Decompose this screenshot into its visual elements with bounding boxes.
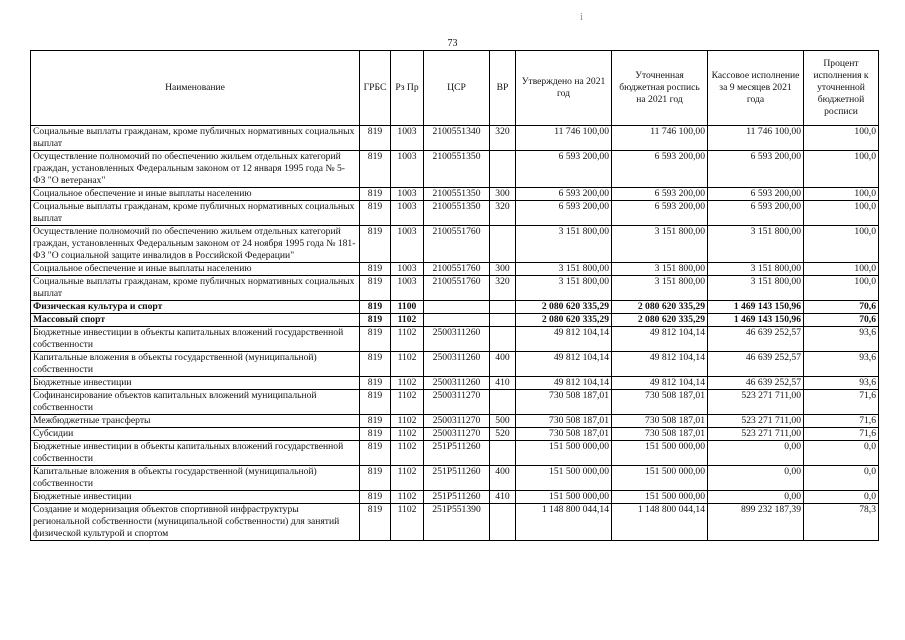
cell-approved: 6 593 200,00 (516, 151, 612, 188)
cell-grbs: 819 (360, 390, 391, 415)
cell-grbs: 819 (360, 327, 391, 352)
cell-refined: 6 593 200,00 (612, 151, 708, 188)
cell-refined: 6 593 200,00 (612, 188, 708, 201)
cell-vr: 400 (490, 352, 516, 377)
cell-vr (490, 314, 516, 327)
col-header-name: Наименование (31, 51, 360, 126)
cell-name: Социальное обеспечение и иные выплаты населению (31, 188, 360, 201)
cell-csr: 251P551390 (424, 504, 490, 541)
cell-cash: 3 151 800,00 (708, 263, 804, 276)
cell-rzpr: 1102 (391, 352, 424, 377)
col-header-rzpr: Рз Пр (391, 51, 424, 126)
cell-approved: 3 151 800,00 (516, 276, 612, 301)
cell-csr: 2500311260 (424, 352, 490, 377)
cell-vr: 300 (490, 263, 516, 276)
table-row (31, 263, 879, 276)
cell-name: Социальное обеспечение и иные выплаты населению (31, 263, 360, 276)
cell-vr: 400 (490, 466, 516, 491)
cell-percent: 0,0 (804, 491, 879, 504)
cell-refined: 3 151 800,00 (612, 226, 708, 263)
cell-name: Капитальные вложения в объекты государственной (муниципальной) собственности (31, 466, 360, 491)
cell-rzpr: 1102 (391, 504, 424, 541)
cell-approved: 3 151 800,00 (516, 263, 612, 276)
cell-vr: 320 (490, 126, 516, 151)
col-header-approved: Утверждено на 2021 год (516, 51, 612, 126)
cell-name: Социальные выплаты гражданам, кроме публичных нормативных социальных выплат (31, 201, 360, 226)
table-row (31, 188, 879, 201)
cell-approved: 1 148 800 044,14 (516, 504, 612, 541)
cell-refined: 2 080 620 335,29 (612, 314, 708, 327)
cell-rzpr: 1003 (391, 151, 424, 188)
cell-approved: 730 508 187,01 (516, 390, 612, 415)
table-body (31, 126, 879, 541)
cell-grbs: 819 (360, 301, 391, 314)
cell-name: Бюджетные инвестиции в объекты капитальных вложений государственной собственности (31, 441, 360, 466)
cell-percent: 100,0 (804, 151, 879, 188)
cell-csr: 2500311270 (424, 428, 490, 441)
col-header-percent: Процент исполнения к уточненной бюджетной росписи (804, 51, 879, 126)
cell-percent: 0,0 (804, 441, 879, 466)
cell-percent: 100,0 (804, 188, 879, 201)
cell-cash: 46 639 252,57 (708, 377, 804, 390)
cell-grbs: 819 (360, 201, 391, 226)
cell-rzpr: 1102 (391, 390, 424, 415)
table-header-row (31, 51, 879, 126)
cell-rzpr: 1102 (391, 415, 424, 428)
cell-rzpr: 1102 (391, 314, 424, 327)
cell-rzpr: 1003 (391, 126, 424, 151)
table-row (31, 126, 879, 151)
cell-percent: 71,6 (804, 428, 879, 441)
cell-name: Осуществление полномочий по обеспечению жильем отдельных категорий граждан, установленных Федеральным законом от 12 января 1995 года № 5-ФЗ "О ветеранах" (31, 151, 360, 188)
cell-refined: 151 500 000,00 (612, 441, 708, 466)
cell-refined: 2 080 620 335,29 (612, 301, 708, 314)
col-header-grbs: ГРБС (360, 51, 391, 126)
cell-name: Бюджетные инвестиции в объекты капитальных вложений государственной собственности (31, 327, 360, 352)
table-row (31, 441, 879, 466)
cell-percent: 100,0 (804, 201, 879, 226)
cell-csr: 251P511260 (424, 466, 490, 491)
cell-percent: 71,6 (804, 390, 879, 415)
cell-name: Бюджетные инвестиции (31, 491, 360, 504)
cell-approved: 49 812 104,14 (516, 352, 612, 377)
cell-vr (490, 301, 516, 314)
cell-vr (490, 441, 516, 466)
table-row (31, 504, 879, 541)
cell-name: Физическая культура и спорт (31, 301, 360, 314)
cell-rzpr: 1003 (391, 188, 424, 201)
cell-vr: 410 (490, 377, 516, 390)
scan-mark: i (580, 12, 583, 23)
cell-approved: 2 080 620 335,29 (516, 301, 612, 314)
cell-name: Межбюджетные трансферты (31, 415, 360, 428)
cell-rzpr: 1003 (391, 226, 424, 263)
cell-grbs: 819 (360, 504, 391, 541)
cell-percent: 100,0 (804, 263, 879, 276)
cell-refined: 730 508 187,01 (612, 428, 708, 441)
table-row (31, 491, 879, 504)
cell-csr: 251P511260 (424, 491, 490, 504)
cell-percent: 70,6 (804, 301, 879, 314)
cell-refined: 3 151 800,00 (612, 263, 708, 276)
cell-rzpr: 1003 (391, 201, 424, 226)
table-row (31, 314, 879, 327)
cell-grbs: 819 (360, 377, 391, 390)
cell-vr: 500 (490, 415, 516, 428)
cell-approved: 151 500 000,00 (516, 441, 612, 466)
cell-cash: 6 593 200,00 (708, 201, 804, 226)
table-row (31, 352, 879, 377)
cell-refined: 151 500 000,00 (612, 466, 708, 491)
table-row (31, 226, 879, 263)
cell-approved: 6 593 200,00 (516, 201, 612, 226)
cell-name: Бюджетные инвестиции (31, 377, 360, 390)
cell-grbs: 819 (360, 352, 391, 377)
cell-grbs: 819 (360, 314, 391, 327)
cell-grbs: 819 (360, 188, 391, 201)
cell-csr: 2500311260 (424, 377, 490, 390)
cell-vr (490, 151, 516, 188)
col-header-vr: ВР (490, 51, 516, 126)
cell-cash: 3 151 800,00 (708, 226, 804, 263)
cell-cash: 46 639 252,57 (708, 327, 804, 352)
table-row (31, 301, 879, 314)
cell-grbs: 819 (360, 466, 391, 491)
cell-refined: 11 746 100,00 (612, 126, 708, 151)
cell-csr (424, 314, 490, 327)
cell-vr: 520 (490, 428, 516, 441)
table-row (31, 466, 879, 491)
col-header-csr: ЦСР (424, 51, 490, 126)
cell-grbs: 819 (360, 226, 391, 263)
cell-approved: 151 500 000,00 (516, 491, 612, 504)
cell-approved: 2 080 620 335,29 (516, 314, 612, 327)
cell-cash: 523 271 711,00 (708, 390, 804, 415)
cell-cash: 899 232 187,39 (708, 504, 804, 541)
cell-rzpr: 1003 (391, 263, 424, 276)
cell-csr: 2100551760 (424, 263, 490, 276)
cell-percent: 93,6 (804, 327, 879, 352)
cell-csr: 2100551350 (424, 151, 490, 188)
cell-refined: 3 151 800,00 (612, 276, 708, 301)
cell-cash: 0,00 (708, 466, 804, 491)
cell-name: Создание и модернизация объектов спортивной инфраструктуры региональной собственности (муниципальной собственности) для занятий физической культурой и спортом (31, 504, 360, 541)
cell-rzpr: 1102 (391, 327, 424, 352)
cell-refined: 1 148 800 044,14 (612, 504, 708, 541)
cell-vr (490, 390, 516, 415)
cell-vr (490, 327, 516, 352)
cell-approved: 730 508 187,01 (516, 415, 612, 428)
cell-cash: 6 593 200,00 (708, 188, 804, 201)
cell-cash: 46 639 252,57 (708, 352, 804, 377)
cell-rzpr: 1102 (391, 441, 424, 466)
cell-refined: 49 812 104,14 (612, 377, 708, 390)
cell-cash: 3 151 800,00 (708, 276, 804, 301)
cell-grbs: 819 (360, 263, 391, 276)
cell-approved: 6 593 200,00 (516, 188, 612, 201)
cell-vr: 320 (490, 201, 516, 226)
cell-percent: 100,0 (804, 226, 879, 263)
cell-csr: 2500311270 (424, 390, 490, 415)
table-row (31, 377, 879, 390)
cell-cash: 523 271 711,00 (708, 428, 804, 441)
cell-cash: 6 593 200,00 (708, 151, 804, 188)
cell-grbs: 819 (360, 415, 391, 428)
cell-csr: 2100551350 (424, 188, 490, 201)
cell-cash: 0,00 (708, 491, 804, 504)
table-row (31, 276, 879, 301)
cell-percent: 93,6 (804, 377, 879, 390)
cell-name: Массовый спорт (31, 314, 360, 327)
cell-percent: 0,0 (804, 466, 879, 491)
page-number: 73 (447, 38, 458, 49)
cell-approved: 3 151 800,00 (516, 226, 612, 263)
cell-name: Осуществление полномочий по обеспечению жильем отдельных категорий граждан, установленных Федеральным законом от 24 ноября 1995 года № 181-ФЗ "О социальной защите инвалидов в Российской Федерации" (31, 226, 360, 263)
cell-vr (490, 226, 516, 263)
cell-refined: 6 593 200,00 (612, 201, 708, 226)
cell-grbs: 819 (360, 491, 391, 504)
cell-name: Социальные выплаты гражданам, кроме публичных нормативных социальных выплат (31, 126, 360, 151)
table-row (31, 390, 879, 415)
cell-grbs: 819 (360, 151, 391, 188)
cell-name: Софинансирование объектов капитальных вложений муниципальной собственности (31, 390, 360, 415)
cell-csr: 251P511260 (424, 441, 490, 466)
cell-percent: 70,6 (804, 314, 879, 327)
cell-grbs: 819 (360, 276, 391, 301)
table-row (31, 327, 879, 352)
cell-rzpr: 1102 (391, 466, 424, 491)
cell-percent: 93,6 (804, 352, 879, 377)
cell-csr: 2100551760 (424, 276, 490, 301)
cell-approved: 11 746 100,00 (516, 126, 612, 151)
cell-csr: 2100551760 (424, 226, 490, 263)
cell-name: Субсидии (31, 428, 360, 441)
cell-percent: 78,3 (804, 504, 879, 541)
cell-percent: 100,0 (804, 276, 879, 301)
table-row (31, 415, 879, 428)
cell-vr: 410 (490, 491, 516, 504)
cell-name: Социальные выплаты гражданам, кроме публичных нормативных социальных выплат (31, 276, 360, 301)
cell-refined: 730 508 187,01 (612, 415, 708, 428)
cell-cash: 1 469 143 150,96 (708, 314, 804, 327)
cell-refined: 730 508 187,01 (612, 390, 708, 415)
cell-refined: 49 812 104,14 (612, 327, 708, 352)
cell-cash: 11 746 100,00 (708, 126, 804, 151)
cell-percent: 100,0 (804, 126, 879, 151)
cell-cash: 0,00 (708, 441, 804, 466)
table-row (31, 428, 879, 441)
cell-vr: 300 (490, 188, 516, 201)
cell-grbs: 819 (360, 441, 391, 466)
cell-percent: 71,6 (804, 415, 879, 428)
cell-cash: 1 469 143 150,96 (708, 301, 804, 314)
cell-approved: 49 812 104,14 (516, 377, 612, 390)
table-row (31, 201, 879, 226)
cell-csr: 2100551350 (424, 201, 490, 226)
cell-name: Капитальные вложения в объекты государственной (муниципальной) собственности (31, 352, 360, 377)
cell-rzpr: 1102 (391, 491, 424, 504)
cell-csr (424, 301, 490, 314)
cell-refined: 49 812 104,14 (612, 352, 708, 377)
cell-vr: 320 (490, 276, 516, 301)
cell-rzpr: 1003 (391, 276, 424, 301)
cell-rzpr: 1100 (391, 301, 424, 314)
cell-cash: 523 271 711,00 (708, 415, 804, 428)
cell-refined: 151 500 000,00 (612, 491, 708, 504)
col-header-refined: Уточненная бюджетная роспись на 2021 год (612, 51, 708, 126)
table-row (31, 151, 879, 188)
col-header-cash: Кассовое исполнение за 9 месяцев 2021 года (708, 51, 804, 126)
cell-csr: 2500311270 (424, 415, 490, 428)
budget-table (30, 50, 879, 541)
cell-grbs: 819 (360, 126, 391, 151)
cell-rzpr: 1102 (391, 428, 424, 441)
cell-csr: 2100551340 (424, 126, 490, 151)
cell-csr: 2500311260 (424, 327, 490, 352)
cell-approved: 151 500 000,00 (516, 466, 612, 491)
cell-approved: 730 508 187,01 (516, 428, 612, 441)
cell-vr (490, 504, 516, 541)
cell-grbs: 819 (360, 428, 391, 441)
cell-approved: 49 812 104,14 (516, 327, 612, 352)
cell-rzpr: 1102 (391, 377, 424, 390)
